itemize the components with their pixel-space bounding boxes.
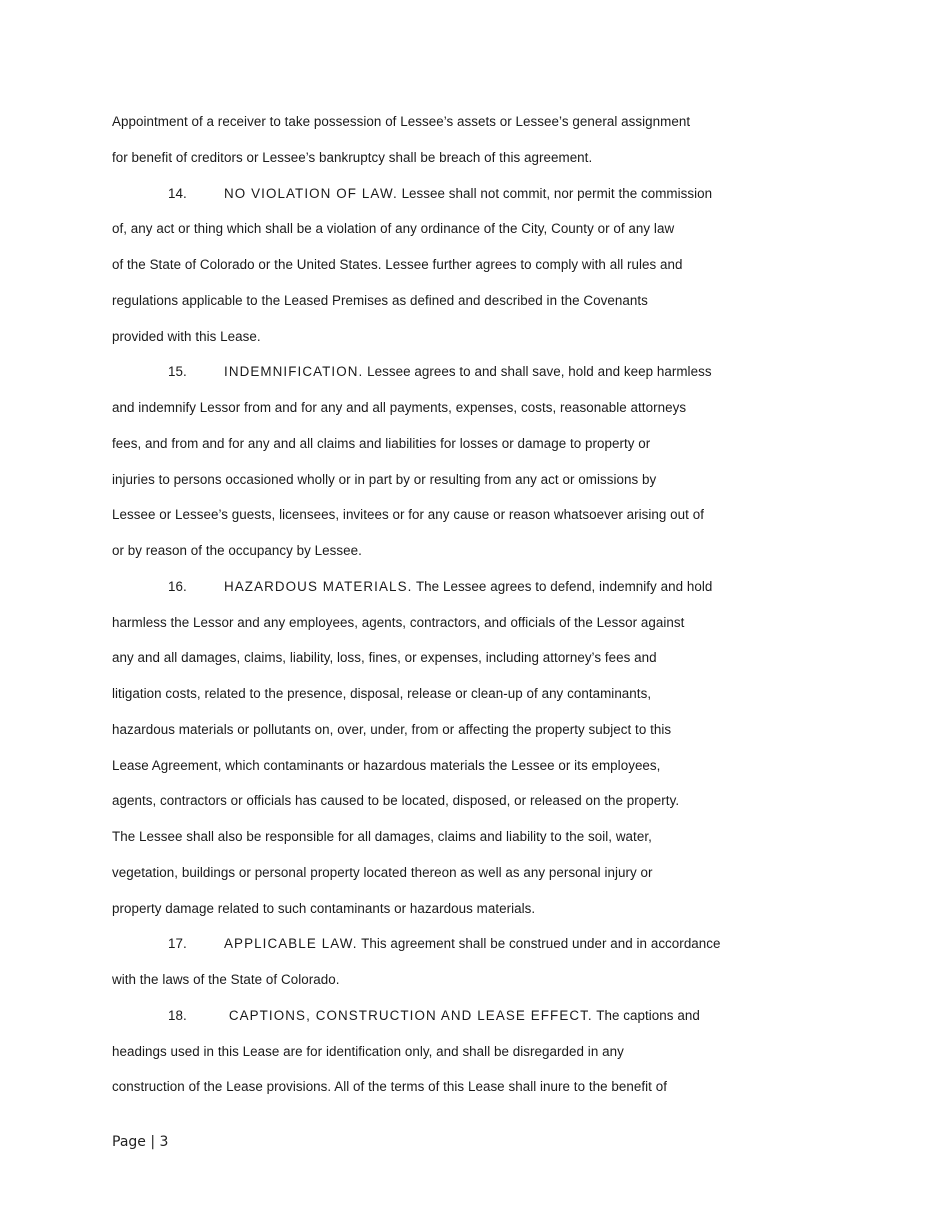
text-line: regulations applicable to the Leased Premises as defined and described in the Covenants — [112, 292, 648, 308]
section-text: The captions and — [596, 1007, 700, 1023]
section-text: The Lessee agrees to defend, indemnify and hold — [415, 578, 713, 594]
section-number: 16. — [168, 578, 187, 594]
section-17-first-line — [112, 926, 752, 962]
section-heading: INDEMNIFICATION. — [224, 364, 364, 380]
page-number-footer: Page | 3 — [112, 1134, 169, 1150]
text-line: fees, and from and for any and all claims and liabilities for losses or damage to property or — [112, 435, 651, 451]
section-18-first-line — [112, 998, 752, 1034]
text-line: hazardous materials or pollutants on, over, under, from or affecting the property subject to this — [112, 721, 672, 737]
section-15-first-line — [112, 354, 752, 390]
text-line: construction of the Lease provisions. All of the terms of this Lease shall inure to the benefit of — [112, 1079, 667, 1095]
section-text: This agreement shall be construed under and in accordance — [361, 936, 721, 952]
text-line: Lessee or Lessee’s guests, licensees, invitees or for any cause or reason whatsoever arising out of — [112, 507, 704, 523]
section-heading: HAZARDOUS MATERIALS. — [224, 578, 413, 594]
text-line: any and all damages, claims, liability, loss, fines, or expenses, including attorney’s fees and — [112, 650, 657, 666]
text-line: property damage related to such contaminants or hazardous materials. — [112, 900, 536, 916]
text-line: headings used in this Lease are for identification only, and shall be disregarded in any — [112, 1043, 624, 1059]
section-number: 14. — [168, 185, 187, 201]
section-heading: APPLICABLE LAW. — [224, 936, 358, 952]
text-line: with the laws of the State of Colorado. — [112, 972, 340, 987]
section-number: 15. — [168, 364, 187, 380]
text-line: of the State of Colorado or the United States. Lessee further agrees to comply with all rules and — [112, 257, 683, 272]
section-heading: NO VIOLATION OF LAW. — [224, 185, 398, 201]
text-line: and indemnify Lessor from and for any and all payments, expenses, costs, reasonable attorneys — [112, 400, 687, 415]
section-text: Lessee shall not commit, nor permit the commission — [401, 185, 713, 201]
text-line: injuries to persons occasioned wholly or in part by or resulting from any act or omissions by — [112, 471, 657, 487]
text-line: or by reason of the occupancy by Lessee. — [112, 543, 362, 558]
section-16-first-line — [112, 569, 752, 605]
section-text: Lessee agrees to and shall save, hold and keep harmless — [367, 364, 712, 380]
text-line: vegetation, buildings or personal property located thereon as well as any personal injury or — [112, 864, 653, 880]
section-number: 18. — [168, 1007, 187, 1023]
text-line: litigation costs, related to the presence, disposal, release or clean-up of any contaminants, — [112, 686, 652, 701]
section-14-first-line — [112, 176, 752, 212]
document-body — [112, 104, 752, 1105]
text-line: agents, contractors or officials has caused to be located, disposed, or released on the property. — [112, 793, 680, 809]
section-number: 17. — [168, 936, 187, 952]
text-line: The Lessee shall also be responsible for all damages, claims and liability to the soil, water, — [112, 829, 652, 844]
text-line: Appointment of a receiver to take possession of Lessee’s assets or Lessee’s general assignment — [112, 114, 691, 129]
text-line: provided with this Lease. — [112, 328, 261, 344]
text-line: for benefit of creditors or Lessee’s bankruptcy shall be breach of this agreement. — [112, 149, 593, 165]
text-line: Lease Agreement, which contaminants or hazardous materials the Lessee or its employees, — [112, 757, 661, 773]
section-heading: CAPTIONS, CONSTRUCTION AND LEASE EFFECT. — [224, 1007, 593, 1023]
text-line: harmless the Lessor and any employees, agents, contractors, and officials of the Lessor against — [112, 614, 685, 630]
text-line: of, any act or thing which shall be a violation of any ordinance of the City, County or of any law — [112, 221, 675, 237]
